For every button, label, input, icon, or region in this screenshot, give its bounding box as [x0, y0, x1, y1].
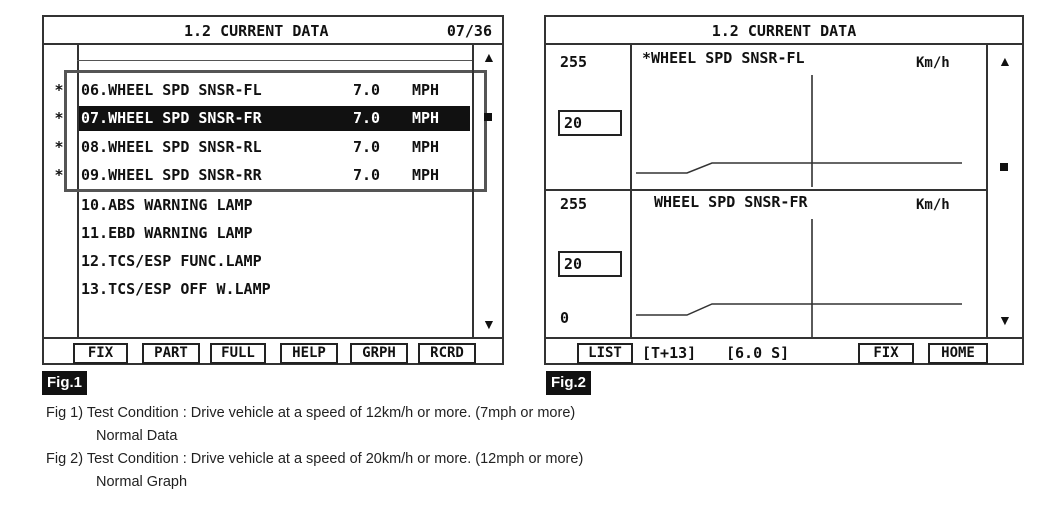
list-button[interactable]: LIST: [577, 343, 633, 364]
item-name: 09.WHEEL SPD SNSR-RR: [81, 166, 262, 184]
list-item[interactable]: [77, 220, 472, 246]
item-name: 08.WHEEL SPD SNSR-RL: [81, 138, 262, 156]
scroll-thumb[interactable]: [1000, 163, 1008, 171]
list-top-rule: [77, 60, 472, 61]
item-value: 7.0: [353, 81, 381, 99]
figure-1-label: Fig.1: [42, 371, 87, 395]
item-unit: MPH: [412, 166, 440, 184]
item-name: 11.EBD WARNING LAMP: [81, 224, 253, 242]
current-data-list-screen: [42, 15, 504, 365]
scroll-up-icon[interactable]: ▲: [482, 49, 496, 65]
current-data-graph-screen: [544, 15, 1024, 365]
bottom-graph-unit: Km/h: [916, 197, 950, 213]
asterisk-icon: *: [54, 138, 64, 156]
list-item[interactable]: [77, 276, 472, 302]
item-unit: MPH: [412, 81, 440, 99]
item-name: 06.WHEEL SPD SNSR-FL: [81, 81, 262, 99]
scroll-down-icon[interactable]: ▼: [482, 316, 496, 332]
bottom-graph-trace: [636, 304, 962, 315]
item-name: 12.TCS/ESP FUNC.LAMP: [81, 252, 262, 270]
full-button[interactable]: FULL: [210, 343, 266, 364]
title-bar: [44, 17, 502, 45]
caption-fig1: Fig 1) Test Condition : Drive vehicle at a speed of 12km/h or more. (7mph or more): [46, 405, 576, 421]
scroll-up-icon[interactable]: ▲: [998, 53, 1012, 69]
caption-fig2: Fig 2) Test Condition : Drive vehicle at a speed of 20km/h or more. (12mph or more): [46, 451, 584, 467]
home-button[interactable]: HOME: [928, 343, 988, 364]
item-unit: MPH: [412, 109, 440, 127]
scroll-thumb[interactable]: [484, 113, 492, 121]
bottom-graph-title: WHEEL SPD SNSR-FR: [654, 193, 808, 211]
record-button[interactable]: RCRD: [418, 343, 476, 364]
help-button[interactable]: HELP: [280, 343, 338, 364]
scrollbar[interactable]: [986, 45, 1022, 337]
caption-fig2-sub: Normal Graph: [96, 474, 188, 490]
caption-fig1-sub: Normal Data: [96, 428, 178, 444]
item-name: 10.ABS WARNING LAMP: [81, 196, 253, 214]
scrollbar[interactable]: [472, 45, 502, 337]
asterisk-icon: *: [54, 166, 64, 184]
bottom-graph-max: 255: [560, 195, 588, 213]
item-value: 7.0: [353, 109, 381, 127]
top-graph-max: 255: [560, 53, 588, 71]
item-unit: MPH: [412, 138, 440, 156]
page-indicator: 07/36: [446, 22, 492, 40]
graph-button[interactable]: GRPH: [350, 343, 408, 364]
bottom-graph-min: 0: [560, 309, 570, 327]
time-span: [6.0 S]: [726, 344, 790, 362]
list-item[interactable]: [77, 192, 472, 218]
item-value: 7.0: [353, 138, 381, 156]
top-graph-title: *WHEEL SPD SNSR-FL: [642, 49, 805, 67]
top-graph-value-box: 20: [558, 110, 622, 136]
top-graph-trace: [636, 163, 962, 173]
list-item[interactable]: [77, 248, 472, 274]
time-offset: [T+13]: [642, 344, 697, 362]
top-graph-plot: [632, 47, 984, 187]
asterisk-icon: *: [54, 81, 64, 99]
bottom-graph-plot: [632, 191, 984, 337]
fix-button[interactable]: FIX: [73, 343, 128, 364]
item-value: 7.0: [353, 166, 381, 184]
asterisk-icon: *: [54, 109, 64, 127]
scroll-down-icon[interactable]: ▼: [998, 312, 1012, 328]
bottom-graph-value-box: 20: [558, 251, 622, 277]
screen-title: 1.2 CURRENT DATA: [184, 22, 329, 40]
function-key-bar: [44, 337, 502, 365]
part-button[interactable]: PART: [142, 343, 200, 364]
highlight-frame: [64, 70, 487, 192]
fix-button[interactable]: FIX: [858, 343, 914, 364]
top-graph-unit: Km/h: [916, 55, 950, 71]
figure-2-label: Fig.2: [546, 371, 591, 395]
item-name: 07.WHEEL SPD SNSR-FR: [81, 109, 262, 127]
item-name: 13.TCS/ESP OFF W.LAMP: [81, 280, 271, 298]
function-key-bar: [546, 337, 1022, 365]
screen-title: 1.2 CURRENT DATA: [546, 17, 1022, 45]
